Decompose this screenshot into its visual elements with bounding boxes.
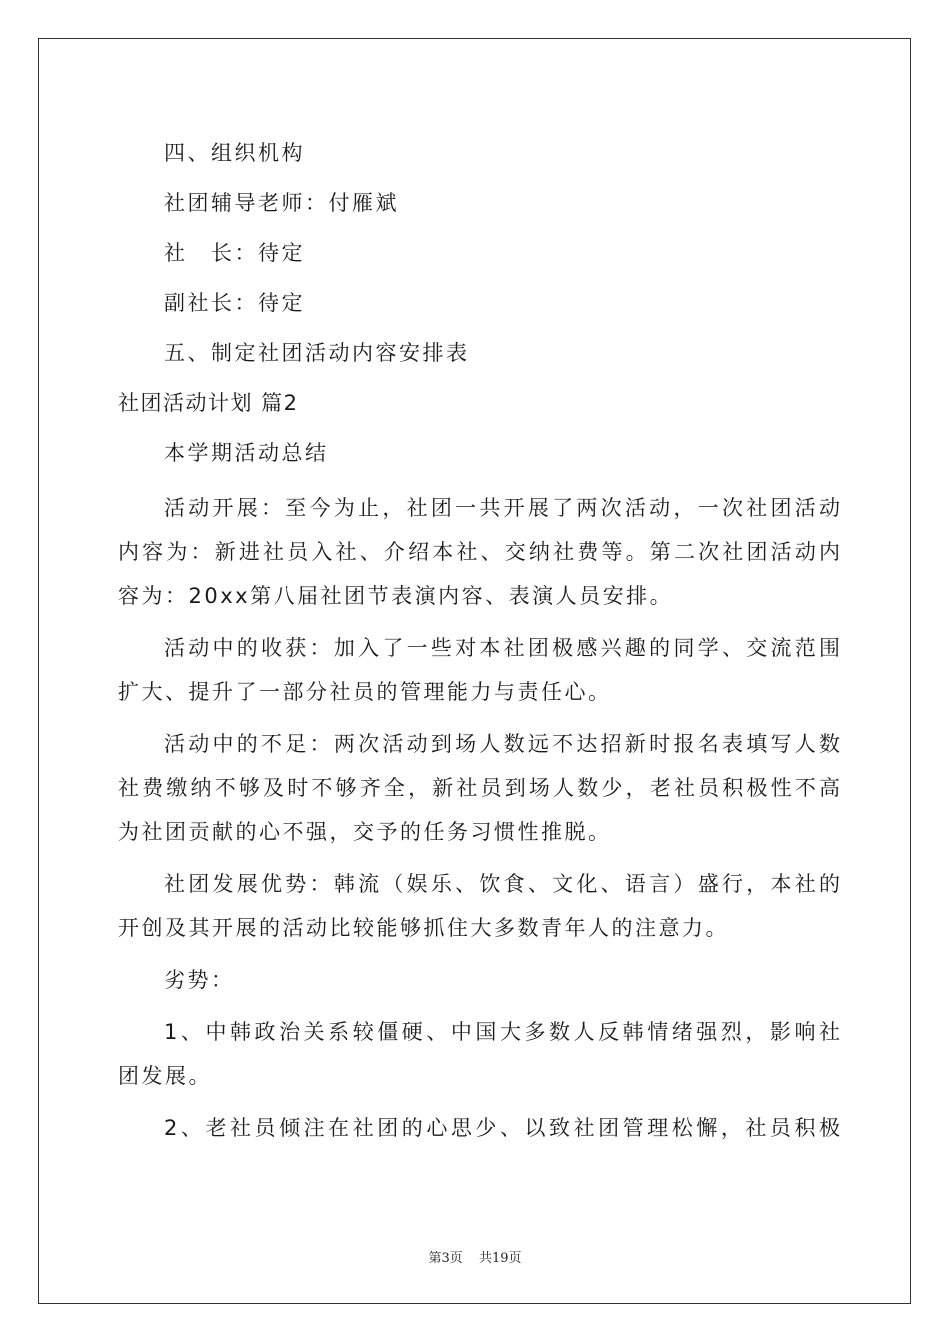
paragraph-line: 容为：20xx第八届社团节表演内容、表演人员安排。 (118, 584, 674, 608)
summary-heading: 本学期活动总结 (164, 441, 329, 465)
paragraph-line: 社费缴纳不够及时不够齐全，新社员到场人数少，老社员积极性不高 (118, 776, 840, 800)
document-body (118, 128, 840, 1150)
paragraph-item-2 (118, 1106, 840, 1150)
paragraph-line: 活动中的不足：两次活动到场人数远不达招新时报名表填写人数 (164, 732, 840, 756)
part-title: 社团活动计划 篇2 (118, 391, 299, 415)
paragraph-line: 活动开展：至今为止，社团一共开展了两次活动，一次社团活动 (164, 496, 840, 520)
paragraph-line: 活动中的收获：加入了一些对本社团极感兴趣的同学、交流范围 (164, 636, 840, 660)
paragraph-line: 内容为：新进社员入社、介绍本社、交纳社费等。第二次社团活动内 (118, 540, 840, 564)
paragraph-line: 开创及其开展的活动比较能够抓住大多数青年人的注意力。 (118, 916, 729, 940)
vice-president-line: 副社长：待定 (164, 291, 305, 315)
section-heading-schedule: 五、制定社团活动内容安排表 (164, 341, 470, 365)
paragraph-line: 劣势： (164, 968, 235, 992)
paragraph-item-1 (118, 1010, 840, 1098)
paragraph-gains (118, 626, 840, 714)
paragraph-line: 为社团贡献的心不强，交予的任务习惯性推脱。 (118, 820, 612, 844)
paragraph-line: 1、中韩政治关系较僵硬、中国大多数人反韩情绪强烈，影响社 (164, 1020, 840, 1044)
paragraph-activities (118, 486, 840, 618)
paragraph-line: 团发展。 (118, 1064, 212, 1088)
page-total: 共19页 (478, 1251, 522, 1266)
paragraph-line: 扩大、提升了一部分社员的管理能力与责任心。 (118, 680, 612, 704)
advisor-line: 社团辅导老师：付雁斌 (164, 191, 399, 215)
paragraph-line: 社团发展优势：韩流（娱乐、饮食、文化、语言）盛行，本社的 (164, 872, 840, 896)
page-footer (0, 1247, 950, 1266)
paragraph-disadvantages-heading (118, 958, 840, 1002)
paragraph-advantages (118, 862, 840, 950)
paragraph-line: 2、老社员倾注在社团的心思少、以致社团管理松懈，社员积极 (164, 1116, 840, 1140)
paragraph-shortcomings (118, 722, 840, 854)
page-number: 第3页 (428, 1251, 463, 1266)
section-heading-org: 四、组织机构 (164, 141, 305, 165)
president-line: 社 长：待定 (164, 241, 305, 265)
